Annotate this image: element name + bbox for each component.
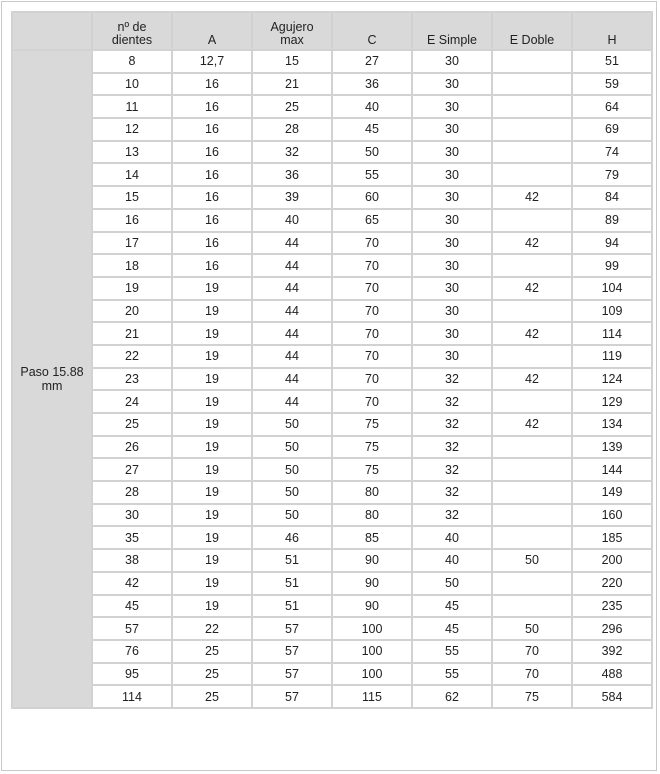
cell-a: 19 xyxy=(172,458,252,481)
cell-c: 75 xyxy=(332,413,412,436)
cell-e-doble xyxy=(492,141,572,164)
cell-bore-max: 57 xyxy=(252,685,332,708)
cell-c: 45 xyxy=(332,118,412,141)
cell-teeth: 10 xyxy=(92,73,172,96)
cell-e-simple: 50 xyxy=(412,572,492,595)
cell-h: 235 xyxy=(572,595,652,618)
header-e-doble: E Doble xyxy=(492,12,572,50)
cell-c: 75 xyxy=(332,458,412,481)
cell-teeth: 42 xyxy=(92,572,172,595)
cell-c: 90 xyxy=(332,572,412,595)
cell-e-doble xyxy=(492,50,572,73)
cell-h: 160 xyxy=(572,504,652,527)
table-row xyxy=(12,300,652,323)
cell-a: 16 xyxy=(172,141,252,164)
cell-bore-max: 50 xyxy=(252,481,332,504)
table-row xyxy=(12,458,652,481)
cell-e-doble xyxy=(492,163,572,186)
cell-c: 55 xyxy=(332,163,412,186)
cell-h: 139 xyxy=(572,436,652,459)
table-row xyxy=(12,50,652,73)
cell-a: 16 xyxy=(172,118,252,141)
cell-e-simple: 32 xyxy=(412,504,492,527)
cell-h: 392 xyxy=(572,640,652,663)
cell-a: 16 xyxy=(172,163,252,186)
cell-teeth: 16 xyxy=(92,209,172,232)
cell-bore-max: 46 xyxy=(252,526,332,549)
cell-teeth: 30 xyxy=(92,504,172,527)
cell-bore-max: 44 xyxy=(252,322,332,345)
cell-bore-max: 39 xyxy=(252,186,332,209)
cell-a: 16 xyxy=(172,73,252,96)
table-row xyxy=(12,685,652,708)
cell-h: 584 xyxy=(572,685,652,708)
cell-c: 100 xyxy=(332,617,412,640)
cell-c: 40 xyxy=(332,95,412,118)
cell-a: 16 xyxy=(172,254,252,277)
header-bore-max: Agujero max xyxy=(252,12,332,50)
cell-e-simple: 32 xyxy=(412,458,492,481)
header-c: C xyxy=(332,12,412,50)
table-row xyxy=(12,73,652,96)
cell-a: 19 xyxy=(172,595,252,618)
cell-e-doble xyxy=(492,572,572,595)
cell-e-simple: 62 xyxy=(412,685,492,708)
cell-bore-max: 32 xyxy=(252,141,332,164)
cell-h: 84 xyxy=(572,186,652,209)
cell-e-doble: 42 xyxy=(492,368,572,391)
cell-h: 79 xyxy=(572,163,652,186)
table-row xyxy=(12,572,652,595)
cell-c: 36 xyxy=(332,73,412,96)
cell-bore-max: 36 xyxy=(252,163,332,186)
cell-c: 70 xyxy=(332,277,412,300)
cell-c: 100 xyxy=(332,640,412,663)
cell-e-doble xyxy=(492,436,572,459)
cell-h: 220 xyxy=(572,572,652,595)
cell-e-simple: 32 xyxy=(412,481,492,504)
cell-teeth: 12 xyxy=(92,118,172,141)
cell-bore-max: 57 xyxy=(252,663,332,686)
cell-e-simple: 30 xyxy=(412,118,492,141)
cell-bore-max: 44 xyxy=(252,300,332,323)
cell-bore-max: 50 xyxy=(252,413,332,436)
cell-c: 70 xyxy=(332,368,412,391)
cell-c: 70 xyxy=(332,300,412,323)
header-row xyxy=(12,12,652,50)
cell-teeth: 15 xyxy=(92,186,172,209)
cell-e-doble xyxy=(492,95,572,118)
cell-teeth: 35 xyxy=(92,526,172,549)
cell-teeth: 21 xyxy=(92,322,172,345)
cell-e-doble xyxy=(492,345,572,368)
cell-c: 80 xyxy=(332,504,412,527)
sprocket-spec-table xyxy=(11,11,653,709)
cell-c: 70 xyxy=(332,390,412,413)
cell-a: 19 xyxy=(172,481,252,504)
cell-c: 90 xyxy=(332,549,412,572)
cell-c: 70 xyxy=(332,232,412,255)
cell-e-simple: 30 xyxy=(412,322,492,345)
cell-e-simple: 30 xyxy=(412,186,492,209)
cell-bore-max: 44 xyxy=(252,232,332,255)
cell-a: 19 xyxy=(172,504,252,527)
cell-c: 70 xyxy=(332,345,412,368)
cell-teeth: 20 xyxy=(92,300,172,323)
cell-e-simple: 30 xyxy=(412,345,492,368)
cell-e-simple: 30 xyxy=(412,209,492,232)
cell-bore-max: 44 xyxy=(252,368,332,391)
cell-e-doble xyxy=(492,254,572,277)
cell-h: 104 xyxy=(572,277,652,300)
table-row xyxy=(12,345,652,368)
cell-e-simple: 30 xyxy=(412,232,492,255)
cell-c: 60 xyxy=(332,186,412,209)
cell-h: 296 xyxy=(572,617,652,640)
cell-c: 100 xyxy=(332,663,412,686)
cell-bore-max: 40 xyxy=(252,209,332,232)
cell-a: 12,7 xyxy=(172,50,252,73)
cell-e-simple: 30 xyxy=(412,277,492,300)
cell-h: 119 xyxy=(572,345,652,368)
table-frame xyxy=(1,1,657,771)
cell-teeth: 18 xyxy=(92,254,172,277)
cell-e-simple: 32 xyxy=(412,436,492,459)
cell-c: 70 xyxy=(332,254,412,277)
cell-teeth: 22 xyxy=(92,345,172,368)
cell-bore-max: 57 xyxy=(252,617,332,640)
cell-teeth: 8 xyxy=(92,50,172,73)
table-row xyxy=(12,163,652,186)
cell-teeth: 38 xyxy=(92,549,172,572)
cell-e-doble: 42 xyxy=(492,186,572,209)
cell-a: 19 xyxy=(172,390,252,413)
cell-h: 149 xyxy=(572,481,652,504)
cell-teeth: 25 xyxy=(92,413,172,436)
cell-e-simple: 32 xyxy=(412,368,492,391)
cell-teeth: 76 xyxy=(92,640,172,663)
table-row xyxy=(12,95,652,118)
cell-e-simple: 30 xyxy=(412,73,492,96)
table-row xyxy=(12,390,652,413)
cell-e-doble xyxy=(492,73,572,96)
cell-bore-max: 21 xyxy=(252,73,332,96)
cell-h: 144 xyxy=(572,458,652,481)
table-row xyxy=(12,595,652,618)
cell-a: 16 xyxy=(172,186,252,209)
cell-e-doble: 50 xyxy=(492,549,572,572)
cell-a: 22 xyxy=(172,617,252,640)
table-row xyxy=(12,141,652,164)
cell-h: 129 xyxy=(572,390,652,413)
cell-e-doble: 75 xyxy=(492,685,572,708)
cell-e-doble: 42 xyxy=(492,277,572,300)
cell-teeth: 13 xyxy=(92,141,172,164)
cell-teeth: 28 xyxy=(92,481,172,504)
cell-bore-max: 28 xyxy=(252,118,332,141)
cell-h: 134 xyxy=(572,413,652,436)
group-label: Paso 15.88 mm xyxy=(12,50,92,708)
cell-a: 19 xyxy=(172,549,252,572)
cell-c: 115 xyxy=(332,685,412,708)
cell-bore-max: 51 xyxy=(252,549,332,572)
cell-a: 19 xyxy=(172,368,252,391)
cell-e-doble xyxy=(492,595,572,618)
cell-teeth: 24 xyxy=(92,390,172,413)
cell-teeth: 19 xyxy=(92,277,172,300)
table-row xyxy=(12,413,652,436)
table-row xyxy=(12,640,652,663)
cell-e-doble xyxy=(492,209,572,232)
cell-teeth: 11 xyxy=(92,95,172,118)
table-row xyxy=(12,526,652,549)
cell-c: 70 xyxy=(332,322,412,345)
cell-a: 19 xyxy=(172,413,252,436)
cell-h: 74 xyxy=(572,141,652,164)
cell-e-doble: 70 xyxy=(492,663,572,686)
cell-h: 94 xyxy=(572,232,652,255)
table-row xyxy=(12,277,652,300)
cell-c: 90 xyxy=(332,595,412,618)
cell-e-simple: 55 xyxy=(412,663,492,686)
table-row xyxy=(12,232,652,255)
cell-a: 19 xyxy=(172,572,252,595)
cell-bore-max: 57 xyxy=(252,640,332,663)
cell-c: 80 xyxy=(332,481,412,504)
cell-e-simple: 30 xyxy=(412,95,492,118)
cell-a: 19 xyxy=(172,436,252,459)
table-row xyxy=(12,436,652,459)
cell-e-simple: 40 xyxy=(412,549,492,572)
table-row xyxy=(12,322,652,345)
table-row xyxy=(12,254,652,277)
cell-teeth: 14 xyxy=(92,163,172,186)
cell-bore-max: 51 xyxy=(252,572,332,595)
cell-h: 59 xyxy=(572,73,652,96)
cell-e-simple: 32 xyxy=(412,413,492,436)
cell-e-doble xyxy=(492,504,572,527)
cell-c: 65 xyxy=(332,209,412,232)
header-group xyxy=(12,12,92,50)
cell-h: 200 xyxy=(572,549,652,572)
cell-teeth: 114 xyxy=(92,685,172,708)
cell-h: 64 xyxy=(572,95,652,118)
cell-c: 27 xyxy=(332,50,412,73)
header-e-simple: E Simple xyxy=(412,12,492,50)
cell-e-simple: 30 xyxy=(412,254,492,277)
cell-h: 69 xyxy=(572,118,652,141)
cell-bore-max: 44 xyxy=(252,254,332,277)
table-row xyxy=(12,504,652,527)
cell-teeth: 26 xyxy=(92,436,172,459)
cell-e-doble: 50 xyxy=(492,617,572,640)
cell-e-simple: 30 xyxy=(412,163,492,186)
table-row xyxy=(12,549,652,572)
cell-bore-max: 15 xyxy=(252,50,332,73)
cell-a: 19 xyxy=(172,322,252,345)
table-row xyxy=(12,481,652,504)
cell-bore-max: 50 xyxy=(252,458,332,481)
cell-a: 25 xyxy=(172,663,252,686)
cell-e-doble: 42 xyxy=(492,413,572,436)
cell-c: 50 xyxy=(332,141,412,164)
cell-e-simple: 40 xyxy=(412,526,492,549)
cell-h: 185 xyxy=(572,526,652,549)
cell-h: 51 xyxy=(572,50,652,73)
cell-bore-max: 50 xyxy=(252,436,332,459)
cell-e-doble: 70 xyxy=(492,640,572,663)
table-row xyxy=(12,368,652,391)
cell-e-doble xyxy=(492,300,572,323)
cell-e-doble xyxy=(492,526,572,549)
table-row xyxy=(12,186,652,209)
cell-teeth: 17 xyxy=(92,232,172,255)
table-row xyxy=(12,663,652,686)
cell-h: 124 xyxy=(572,368,652,391)
cell-teeth: 27 xyxy=(92,458,172,481)
cell-teeth: 57 xyxy=(92,617,172,640)
cell-a: 25 xyxy=(172,640,252,663)
cell-teeth: 95 xyxy=(92,663,172,686)
table-row xyxy=(12,118,652,141)
table-row xyxy=(12,617,652,640)
cell-c: 75 xyxy=(332,436,412,459)
header-teeth: nº de dientes xyxy=(92,12,172,50)
cell-bore-max: 50 xyxy=(252,504,332,527)
cell-e-doble xyxy=(492,390,572,413)
cell-bore-max: 44 xyxy=(252,345,332,368)
table-body xyxy=(12,50,652,708)
cell-h: 99 xyxy=(572,254,652,277)
cell-teeth: 23 xyxy=(92,368,172,391)
cell-a: 19 xyxy=(172,345,252,368)
cell-e-simple: 30 xyxy=(412,50,492,73)
cell-bore-max: 44 xyxy=(252,390,332,413)
cell-e-simple: 32 xyxy=(412,390,492,413)
cell-e-doble xyxy=(492,481,572,504)
cell-a: 16 xyxy=(172,95,252,118)
cell-e-simple: 30 xyxy=(412,300,492,323)
cell-e-doble xyxy=(492,458,572,481)
cell-e-doble: 42 xyxy=(492,322,572,345)
cell-c: 85 xyxy=(332,526,412,549)
cell-bore-max: 25 xyxy=(252,95,332,118)
cell-a: 19 xyxy=(172,300,252,323)
cell-e-doble xyxy=(492,118,572,141)
cell-bore-max: 51 xyxy=(252,595,332,618)
cell-bore-max: 44 xyxy=(252,277,332,300)
cell-h: 488 xyxy=(572,663,652,686)
cell-teeth: 45 xyxy=(92,595,172,618)
cell-h: 109 xyxy=(572,300,652,323)
cell-h: 89 xyxy=(572,209,652,232)
cell-a: 16 xyxy=(172,209,252,232)
cell-e-simple: 30 xyxy=(412,141,492,164)
header-a: A xyxy=(172,12,252,50)
table-row xyxy=(12,209,652,232)
cell-e-simple: 45 xyxy=(412,617,492,640)
cell-a: 19 xyxy=(172,277,252,300)
header-h: H xyxy=(572,12,652,50)
cell-e-doble: 42 xyxy=(492,232,572,255)
cell-a: 16 xyxy=(172,232,252,255)
cell-e-simple: 45 xyxy=(412,595,492,618)
cell-a: 19 xyxy=(172,526,252,549)
cell-e-simple: 55 xyxy=(412,640,492,663)
cell-a: 25 xyxy=(172,685,252,708)
cell-h: 114 xyxy=(572,322,652,345)
